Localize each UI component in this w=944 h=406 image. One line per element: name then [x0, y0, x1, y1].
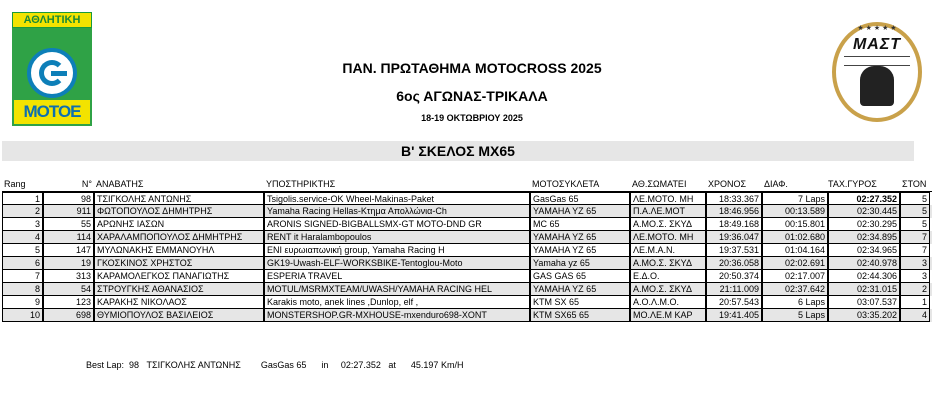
cell-moto: GasGas 65 — [530, 192, 630, 205]
col-header-fastest: ΤΑΧ.ΓΥΡΟΣ — [828, 179, 877, 189]
cell-sup: Tsigolis.service-OK Wheel-Makinas-Paket — [264, 192, 530, 205]
cell-rang: 5 — [2, 244, 43, 257]
cell-moto: YAMAHA YZ 65 — [530, 231, 630, 244]
cell-diff: 00:15.801 — [762, 218, 828, 231]
cell-rider: ΚΑΡΑΚΗΣ ΝΙΚΟΛΑΟΣ — [94, 296, 264, 309]
cell-no: 147 — [43, 244, 94, 257]
cell-diff: 7 Laps — [762, 192, 828, 205]
cell-club: Α.Ο.Λ.Μ.Ο. — [630, 296, 706, 309]
cell-fast: 02:31.015 — [828, 283, 900, 296]
cell-sup: MOTUL/MSRMXTEAM/UWASH/YAMAHA RACING HEL — [264, 283, 530, 296]
cell-rang: 1 — [2, 192, 43, 205]
cell-laps: 5 — [900, 205, 930, 218]
cell-sup: ARONIS SIGNED-BIGBALLSMX-GT MOTO-DND GR — [264, 218, 530, 231]
results-table — [2, 178, 932, 322]
table-row — [2, 283, 932, 296]
cell-no: 911 — [43, 205, 94, 218]
cell-no: 55 — [43, 218, 94, 231]
g-emblem-icon — [27, 48, 77, 98]
cell-moto: YAMAHA YZ 65 — [530, 205, 630, 218]
event-dates: 18-19 ΟΚΤΩΒΡΙΟΥ 2025 — [421, 113, 523, 123]
cell-fast: 03:07.537 — [828, 296, 900, 309]
federation-logo-word: ΜΟΤΟΕ — [14, 100, 90, 124]
race-title: Β' ΣΚΕΛΟΣ MX65 — [401, 143, 515, 159]
table-row — [2, 192, 932, 205]
cell-rang: 8 — [2, 283, 43, 296]
table-row — [2, 231, 932, 244]
cell-no: 19 — [43, 257, 94, 270]
table-header — [2, 178, 932, 192]
cell-sup: ESPERIA TRAVEL — [264, 270, 530, 283]
cell-moto: KTM SX 65 — [530, 296, 630, 309]
cell-rang: 9 — [2, 296, 43, 309]
cell-time: 19:37.531 — [706, 244, 762, 257]
col-header-club: ΑΘ.ΣΩΜΑΤΕΙ — [632, 179, 687, 189]
cell-time: 18:46.956 — [706, 205, 762, 218]
cell-fast: 02:44.306 — [828, 270, 900, 283]
cell-fast: 02:34.895 — [828, 231, 900, 244]
cell-diff: 00:13.589 — [762, 205, 828, 218]
cell-diff: 02:02.691 — [762, 257, 828, 270]
federation-logo — [12, 12, 92, 126]
best-lap-line: Best Lap: 98 ΤΣΙΓΚΟΛΗΣ ΑΝΤΩΝΗΣ GasGas 65 in 02:27.352 at 45.197 Km/H — [86, 360, 464, 370]
cell-no: 98 — [43, 192, 94, 205]
cell-time: 18:49.168 — [706, 218, 762, 231]
cell-moto: Yamaha yz 65 — [530, 257, 630, 270]
cell-sup: Karakis moto, anek lines ,Dunlop, elf , — [264, 296, 530, 309]
cell-fast: 02:40.978 — [828, 257, 900, 270]
cell-sup: MONSTERSHOP.GR-MXHOUSE-mxenduro698-XONT — [264, 309, 530, 322]
cell-moto: GAS GAS 65 — [530, 270, 630, 283]
cell-rang: 7 — [2, 270, 43, 283]
cell-fast: 03:35.202 — [828, 309, 900, 322]
cell-diff: 6 Laps — [762, 296, 828, 309]
cell-moto: MC 65 — [530, 218, 630, 231]
club-logo — [832, 22, 922, 122]
cell-moto: YAMAHA YZ 65 — [530, 283, 630, 296]
cell-diff: 01:02.680 — [762, 231, 828, 244]
table-row — [2, 257, 932, 270]
cell-laps: 4 — [900, 309, 930, 322]
cell-time: 20:50.374 — [706, 270, 762, 283]
cell-rang: 3 — [2, 218, 43, 231]
table-row — [2, 296, 932, 309]
cell-club: Α.ΜΟ.Σ. ΣΚΥΔ — [630, 283, 706, 296]
cell-sup: RENT it Haralambopoulos — [264, 231, 530, 244]
cell-fast: 02:30.445 — [828, 205, 900, 218]
col-header-bike: ΜΟΤΟΣΥΚΛΕΤΑ — [532, 179, 600, 189]
col-header-sponsor: ΥΠΟΣΤΗΡΙΚΤΗΣ — [266, 179, 336, 189]
cell-laps: 3 — [900, 257, 930, 270]
cell-no: 698 — [43, 309, 94, 322]
cell-club: Ε.Δ.Ο. — [630, 270, 706, 283]
cell-laps: 3 — [900, 270, 930, 283]
race-title-bar — [2, 141, 914, 161]
cell-time: 18:33.367 — [706, 192, 762, 205]
cell-time: 20:36.058 — [706, 257, 762, 270]
cell-club: ΛΕ.ΜΟΤΟ. ΜΗ — [630, 192, 706, 205]
cell-no: 114 — [43, 231, 94, 244]
cell-club: Α.ΜΟ.Σ. ΣΚΥΔ — [630, 218, 706, 231]
cell-rang: 10 — [2, 309, 43, 322]
cell-rider: ΘΥΜΙΟΠΟΥΛΟΣ ΒΑΣΙΛΕΙΟΣ — [94, 309, 264, 322]
cell-laps: 7 — [900, 231, 930, 244]
cell-laps: 7 — [900, 244, 930, 257]
cell-no: 313 — [43, 270, 94, 283]
cell-rider: ΓΚΟΣΚΙΝΟΣ ΧΡΗΣΤΟΣ — [94, 257, 264, 270]
col-header-rang: Rang — [4, 179, 26, 189]
cell-moto: YAMAHA YZ 65 — [530, 244, 630, 257]
cell-rang: 4 — [2, 231, 43, 244]
event-title: 6ος ΑΓΩΝΑΣ-ΤΡΙΚΑΛΑ — [396, 88, 548, 104]
table-row — [2, 244, 932, 257]
cell-sup: ENI ευρωιαπωνική group, Yamaha Racing H — [264, 244, 530, 257]
cell-laps: 5 — [900, 218, 930, 231]
cell-time: 21:11.009 — [706, 283, 762, 296]
championship-title: ΠΑΝ. ΠΡΩΤΑΘΗΜΑ MOTOCROSS 2025 — [342, 60, 602, 76]
table-row — [2, 205, 932, 218]
cell-laps: 1 — [900, 296, 930, 309]
cell-diff: 5 Laps — [762, 309, 828, 322]
cell-fast: 02:34.965 — [828, 244, 900, 257]
col-header-no: N° — [81, 179, 92, 189]
cell-moto: KTM SX65 65 — [530, 309, 630, 322]
club-logo-name: ΜΑΣΤ — [852, 36, 902, 53]
cell-diff: 02:37.642 — [762, 283, 828, 296]
cell-club: ΛΕ.Μ.Α.Ν. — [630, 244, 706, 257]
cell-club: ΜΟ.ΛΕ.Μ ΚΑΡ — [630, 309, 706, 322]
federation-logo-banner: ΑΘΛΗΤΙΚΗ — [12, 12, 92, 28]
cell-no: 123 — [43, 296, 94, 309]
cell-sup: GK19-Uwash-ELF-WORKSBIKE-Tentoglou-Moto — [264, 257, 530, 270]
cell-rider: ΜΥΛΩΝΑΚΗΣ ΕΜΜΑΝΟΥΗΛ — [94, 244, 264, 257]
cell-club: Α.ΜΟ.Σ. ΣΚΥΔ — [630, 257, 706, 270]
cell-fast: 02:27.352 — [828, 192, 900, 205]
cell-rider: ΦΩΤΟΠΟΥΛΟΣ ΔΗΜΗΤΡΗΣ — [94, 205, 264, 218]
cell-rang: 6 — [2, 257, 43, 270]
cell-fast: 02:30.295 — [828, 218, 900, 231]
cell-laps: 2 — [900, 283, 930, 296]
table-body — [2, 192, 932, 322]
cell-rider: ΤΣΙΓΚΟΛΗΣ ΑΝΤΩΝΗΣ — [94, 192, 264, 205]
cell-sup: Yamaha Racing Hellas-Κτημα Απολλώνια-Ch — [264, 205, 530, 218]
cell-club: ΛΕ.ΜΟΤΟ. ΜΗ — [630, 231, 706, 244]
cell-laps: 5 — [900, 192, 930, 205]
cell-rang: 2 — [2, 205, 43, 218]
col-header-diff: ΔΙΑΦ. — [764, 179, 788, 189]
cell-time: 20:57.543 — [706, 296, 762, 309]
table-row — [2, 218, 932, 231]
table-row — [2, 309, 932, 322]
cell-time: 19:36.047 — [706, 231, 762, 244]
cell-diff: 01:04.164 — [762, 244, 828, 257]
col-header-time: ΧΡΟΝΟΣ — [708, 179, 747, 189]
rider-silhouette-icon — [860, 66, 894, 106]
stars-icon: ★ ★ ★ ★ ★ — [857, 25, 897, 32]
cell-rider: ΣΤΡΟΥΓΚΗΣ ΑΘΑΝΑΣΙΟΣ — [94, 283, 264, 296]
table-row — [2, 270, 932, 283]
cell-rider: ΧΑΡΑΛΑΜΠΟΠΟΥΛΟΣ ΔΗΜΗΤΡΗΣ — [94, 231, 264, 244]
cell-club: Π.Α.ΛΕ.ΜΟΤ — [630, 205, 706, 218]
col-header-laps: ΣΤΟΝ — [902, 179, 927, 189]
cell-no: 54 — [43, 283, 94, 296]
cell-time: 19:41.405 — [706, 309, 762, 322]
cell-rider: ΚΑΡΑΜΟΛΕΓΚΟΣ ΠΑΝΑΓΙΩΤΗΣ — [94, 270, 264, 283]
col-header-rider: ΑΝΑΒΑΤΗΣ — [96, 179, 144, 189]
cell-diff: 02:17.007 — [762, 270, 828, 283]
cell-rider: ΑΡΩΝΗΣ ΙΑΣΩΝ — [94, 218, 264, 231]
